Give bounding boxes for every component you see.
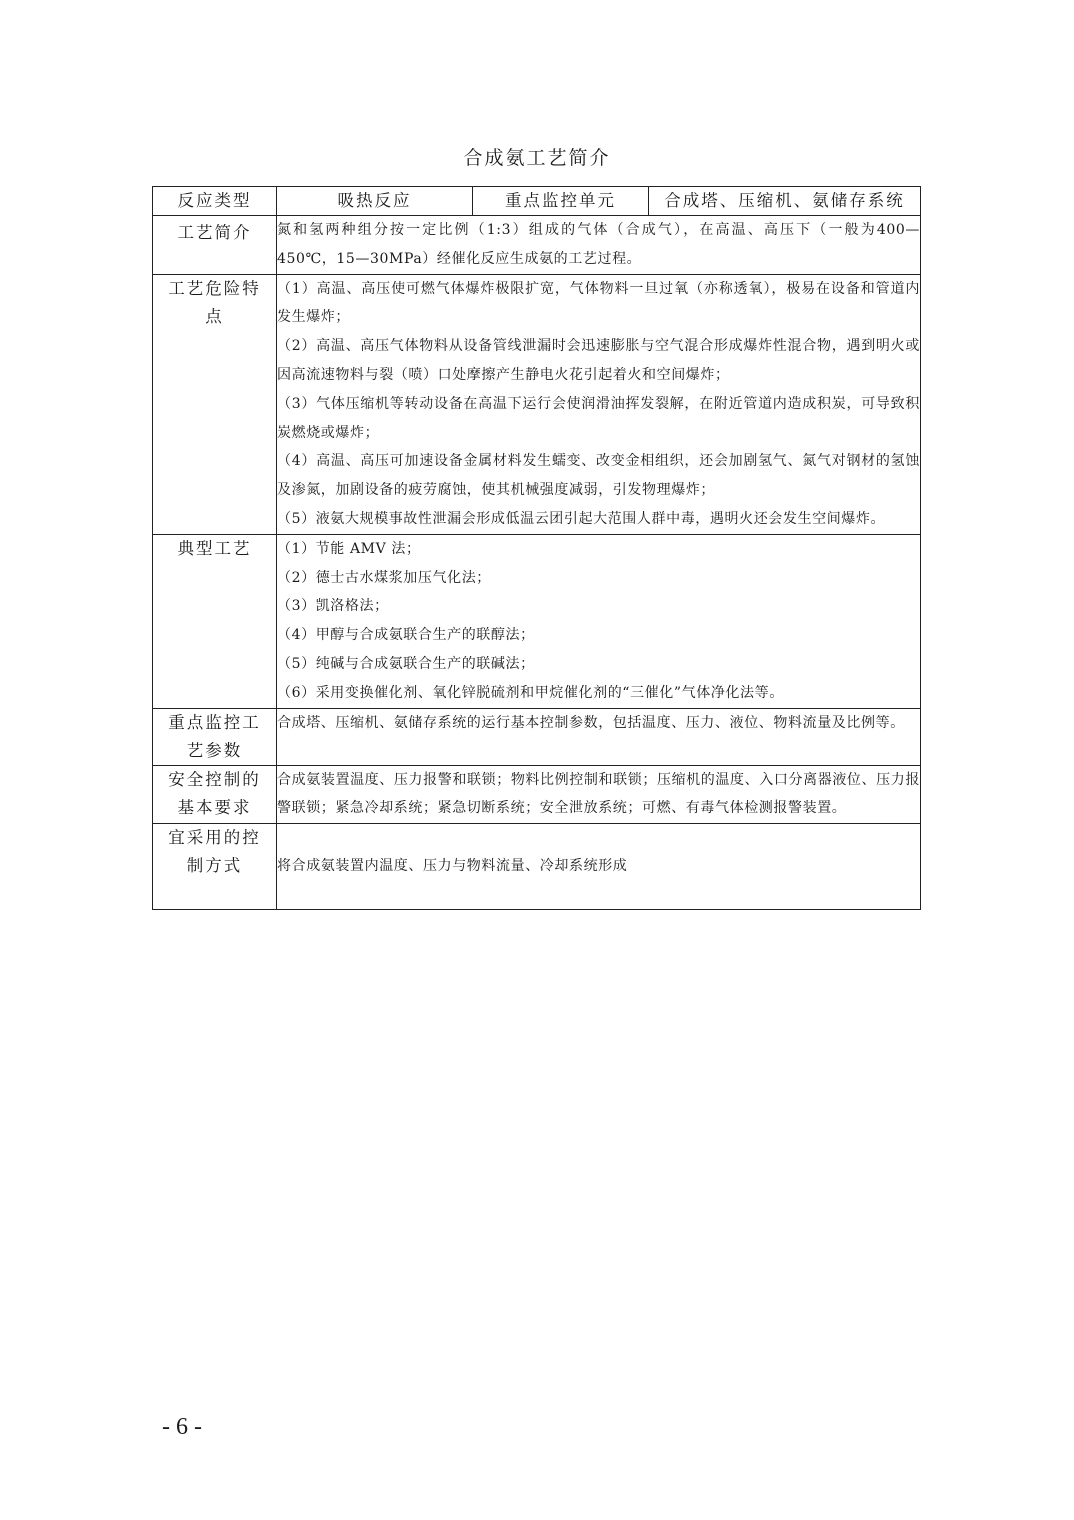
- control-text: 将合成氨装置内温度、压力与物料流量、冷却系统形成: [277, 824, 921, 910]
- table-row-typical: [153, 534, 921, 708]
- list-item: （2）德士古水煤浆加压气化法；: [277, 569, 491, 586]
- table-row-safety: [153, 765, 921, 824]
- monitor-unit-label: 重点监控单元: [473, 187, 649, 216]
- reaction-type-label: 反应类型: [153, 187, 277, 216]
- table-row-header: [153, 187, 921, 216]
- list-item: （5）液氨大规模事故性泄漏会形成低温云团引起大范围人群中毒，遇明火还会发生空间爆炸。: [277, 510, 886, 527]
- table-row-control: [153, 824, 921, 910]
- list-item: （4）甲醇与合成氨联合生产的联醇法；: [277, 627, 535, 644]
- safety-label-text: 安全控制的基本要求: [168, 769, 261, 817]
- intro-label: 工艺简介: [153, 216, 277, 275]
- table-row-params: [153, 708, 921, 765]
- hazards-label-text: 工艺危险特点: [168, 278, 261, 326]
- intro-text: 氮和氢两种组分按一定比例（1:3）组成的气体（合成气），在高温、高压下（一般为400—450℃，15—30MPa）经催化反应生成氨的工艺过程。: [277, 216, 921, 275]
- table-row-hazards: [153, 274, 921, 534]
- hazards-label: [153, 274, 277, 534]
- params-label: [153, 708, 277, 765]
- safety-text: 合成氨装置温度、压力报警和联锁；物料比例控制和联锁；压缩机的温度、入口分离器液位、压力报警联锁；紧急冷却系统；紧急切断系统；安全泄放系统；可燃、有毒气体检测报警装置。: [277, 765, 921, 824]
- list-item: （4）高温、高压可加速设备金属材料发生蠕变、改变金相组织，还会加剧氢气、氮气对钢材的氢蚀及渗氮，加剧设备的疲劳腐蚀，使其机械强度减弱，引发物理爆炸；: [277, 453, 920, 499]
- process-spec-table: [152, 186, 921, 910]
- params-text: 合成塔、压缩机、氨储存系统的运行基本控制参数，包括温度、压力、液位、物料流量及比例等。: [277, 708, 921, 765]
- control-label: [153, 824, 277, 910]
- safety-label: [153, 765, 277, 824]
- list-item: （3）凯洛格法；: [277, 598, 389, 615]
- params-label-text: 重点监控工艺参数: [168, 712, 261, 760]
- reaction-type-value: 吸热反应: [277, 187, 473, 216]
- hazards-list: [277, 274, 921, 534]
- table-row-intro: [153, 216, 921, 275]
- list-item: （3）气体压缩机等转动设备在高温下运行会使润滑油挥发裂解，在附近管道内造成积炭，可导致积炭燃烧或爆炸；: [277, 395, 920, 441]
- list-item: （1）节能 AMV 法；: [277, 540, 421, 557]
- control-label-text: 宜采用的控制方式: [168, 828, 261, 876]
- list-item: （2）高温、高压气体物料从设备管线泄漏时会迅速膨胀与空气混合形成爆炸性混合物，遇到明火或因高流速物料与裂（喷）口处摩擦产生静电火花引起着火和空间爆炸；: [277, 338, 920, 383]
- typical-list: [277, 534, 921, 708]
- page-title: 合成氨工艺简介: [463, 147, 611, 169]
- typical-label: 典型工艺: [153, 534, 277, 708]
- page-number: - 6 -: [162, 1414, 202, 1440]
- list-item: （5）纯碱与合成氨联合生产的联碱法；: [277, 655, 535, 672]
- list-item: （6）采用变换催化剂、氧化锌脱硫剂和甲烷催化剂的“三催化”气体净化法等。: [277, 684, 784, 701]
- monitor-unit-value: 合成塔、压缩机、氨储存系统: [649, 187, 921, 216]
- list-item: （1）高温、高压使可燃气体爆炸极限扩宽，气体物料一旦过氧（亦称透氧），极易在设备和管道内发生爆炸；: [277, 280, 920, 326]
